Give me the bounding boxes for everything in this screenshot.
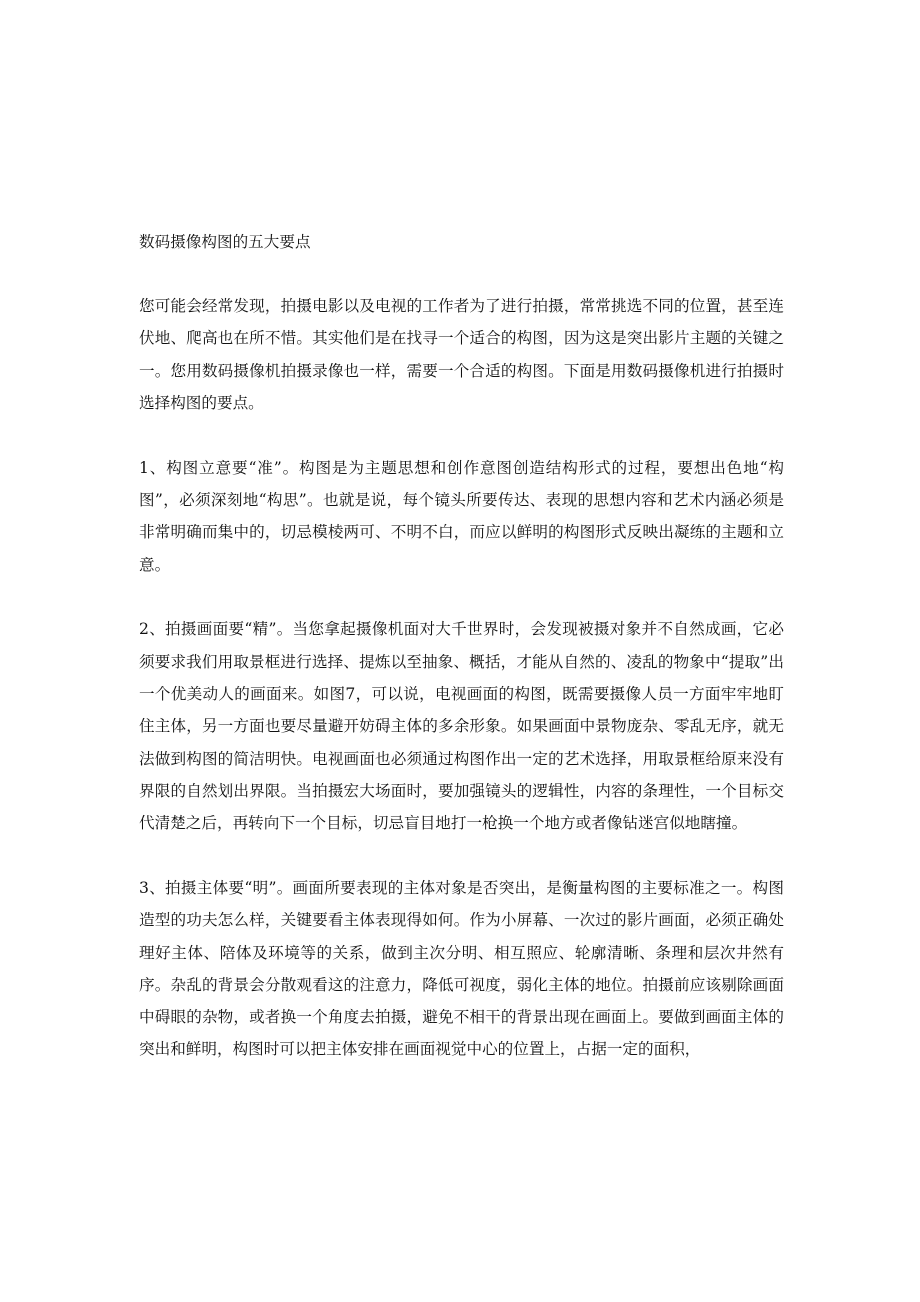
- point-3-paragraph: 3、拍摄主体要“明”。画面所要表现的主体对象是否突出，是衡量构图的主要标准之一。构图造型的功夫怎么样，关键要看主体表现得如何。作为小屏幕、一次过的影片画面，必须正确处理好主体、陪体及环境等的关系，做到主次分明、相互照应、轮廓清晰、条理和层次井然有序。杂乱的背景会分散观看这的注意力，降低可视度，弱化主体的地位。拍摄前应该剔除画面中碍眼的杂物，或者换一个角度去拍摄，避免不相干的背景出现在画面上。要做到画面主体的突出和鲜明，构图时可以把主体安排在画面视觉中心的位置上，占据一定的面积，: [139, 878, 784, 1059]
- point-1-paragraph: 1、构图立意要“准”。构图是为主题思想和创作意图创造结构形式的过程，要想出色地“构图”，必须深刻地“构思”。也就是说，每个镜头所要传达、表现的思想内容和艺术内涵必须是非常明确而集中的，切忌模棱两可、不明不白，而应以鲜明的构图形式反映出凝练的主题和立意。: [139, 458, 784, 574]
- intro-paragraph: 您可能会经常发现，拍摄电影以及电视的工作者为了进行拍摄，常常挑选不同的位置，甚至连伏地、爬高也在所不惜。其实他们是在找寻一个适合的构图，因为这是突出影片主题的关键之一。您用数码摄像机拍摄录像也一样，需要一个合适的构图。下面是用数码摄像机进行拍摄时选择构图的要点。: [139, 297, 784, 412]
- document-body: [139, 226, 784, 1098]
- point-2-paragraph: 2、拍摄画面要“精”。当您拿起摄像机面对大千世界时，会发现被摄对象并不自然成画，它必须要求我们用取景框进行选择、提炼以至抽象、概括，才能从自然的、凌乱的物象中“提取”出一个优美动人的画面来。如图7，可以说，电视画面的构图，既需要摄像人员一方面牢牢地盯住主体，另一方面也要尽量避开妨碍主体的多余形象。如果画面中景物庞杂、零乱无序，就无法做到构图的简洁明快。电视画面也必须通过构图作出一定的艺术选择，用取景框给原来没有界限的自然划出界限。当拍摄宏大场面时，要加强镜头的逻辑性，内容的条理性，一个目标交代清楚之后，再转向下一个目标，切忌盲目地打一枪换一个地方或者像钻迷宫似地瞎撞。: [139, 620, 784, 833]
- document-title: 数码摄像构图的五大要点: [139, 233, 311, 251]
